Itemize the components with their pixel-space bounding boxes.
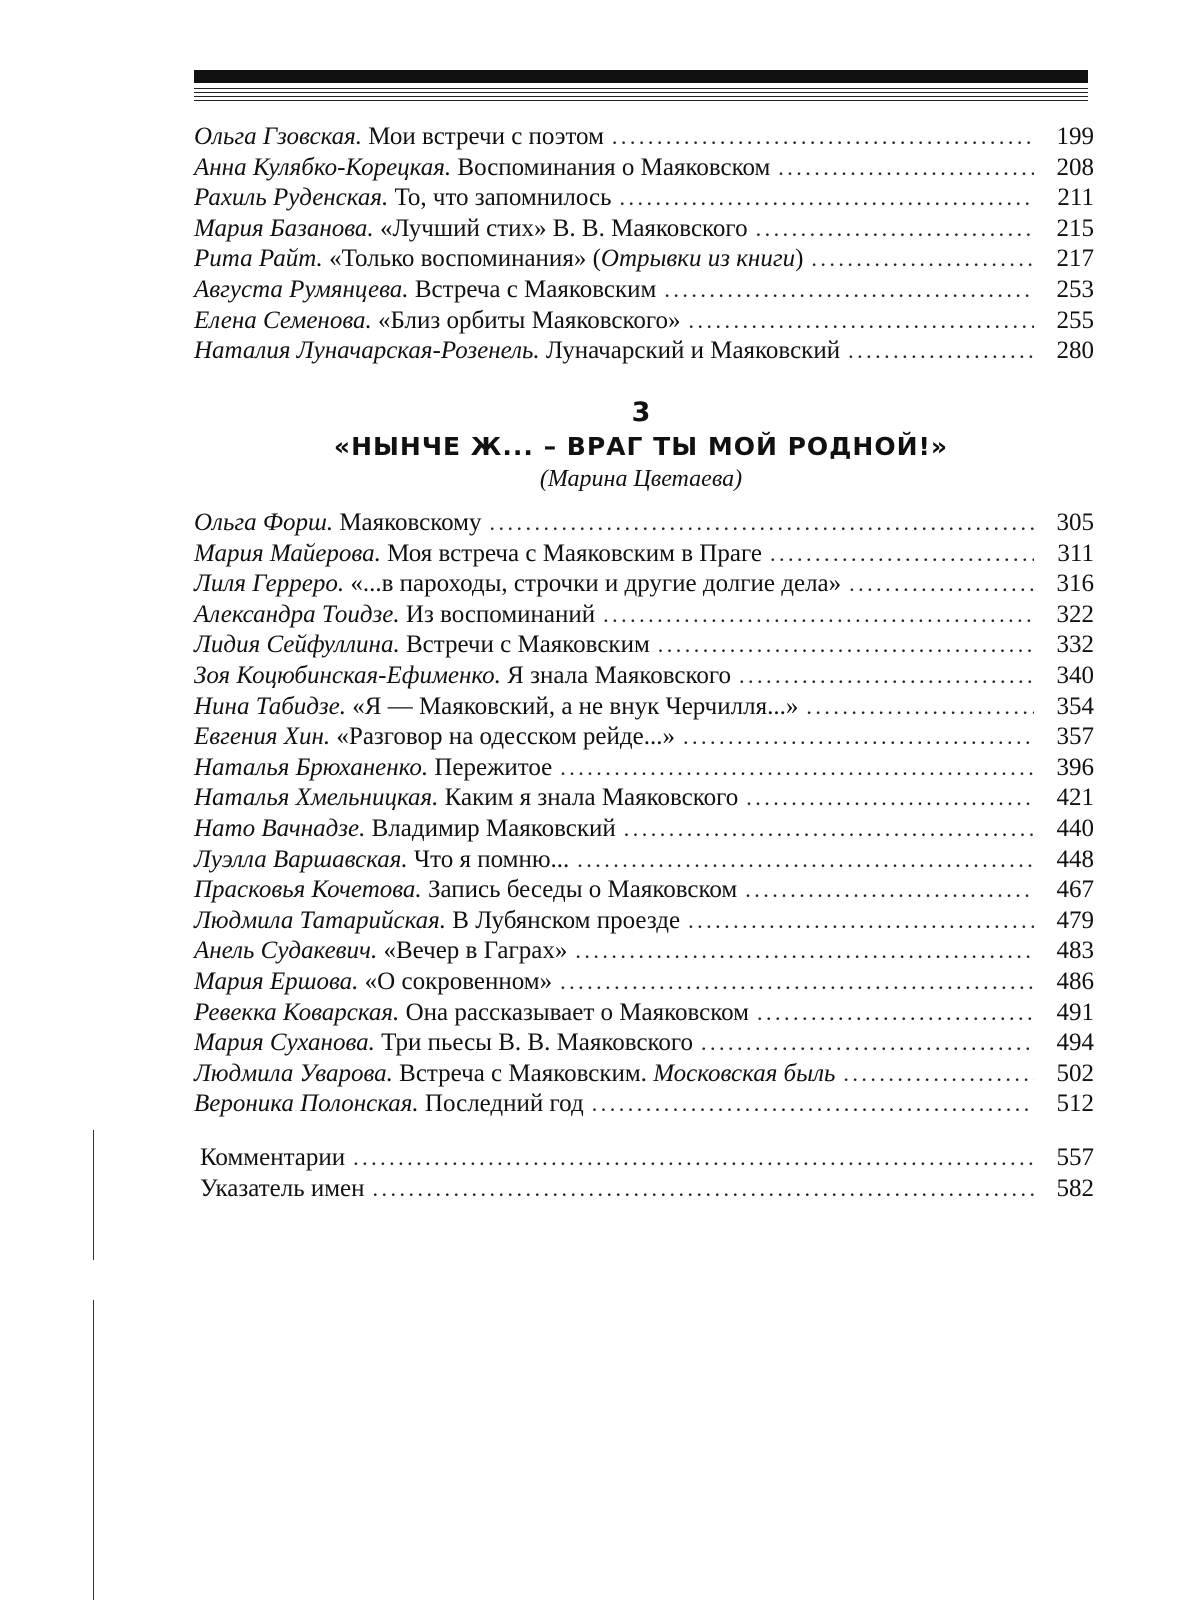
toc-page-number: 502 — [1056, 1059, 1094, 1087]
toc-entry — [194, 1059, 1094, 1090]
toc-entry-author: Мария Майерова. — [194, 539, 381, 567]
toc-page-number: 479 — [1056, 906, 1094, 934]
toc-entry-title: «Я — Маяковский, а не внук Черчилля...» — [352, 692, 799, 720]
toc-entry-title: «Вечер в Гаграх» — [383, 937, 568, 965]
toc-dot-leader — [756, 214, 1034, 245]
toc-entry — [194, 183, 1094, 214]
toc-dot-leader — [658, 630, 1034, 661]
toc-entry-title: Запись беседы о Маяковском — [427, 876, 738, 904]
toc-entry-title: «О сокровенном» — [364, 967, 553, 995]
toc-dot-leader — [683, 722, 1034, 753]
toc-entry-author: Вероника Полонская. — [194, 1090, 419, 1118]
toc-entry-author: Ольга Форш. — [194, 509, 334, 536]
toc-dot-leader — [603, 600, 1034, 631]
toc-entry-author: Нато Вачнадзе. — [194, 814, 366, 842]
toc-entry-title: Встреча с Маяковским — [414, 275, 657, 303]
toc-page-number: 340 — [1056, 661, 1094, 689]
toc-entry-author: Людмила Уварова. — [194, 1059, 393, 1087]
toc-dot-leader — [620, 183, 1034, 214]
toc-page-number: 199 — [1056, 123, 1094, 150]
toc-entry-title: «Лучший стих» В. В. Маяковского — [379, 214, 748, 242]
toc-entry-title: Мои встречи с поэтом — [368, 123, 604, 150]
toc-entry-author: Ольга Гзовская. — [194, 123, 363, 150]
toc-entry-title: Что я помню... — [413, 845, 570, 873]
toc-entry-author: Луэлла Варшавская. — [194, 845, 408, 873]
toc-dot-leader — [811, 244, 1034, 275]
toc-entry — [194, 692, 1094, 723]
toc-entry — [194, 936, 1094, 967]
toc-list-appendix — [200, 1143, 1094, 1204]
toc-dot-leader — [848, 336, 1034, 367]
toc-entry — [200, 1174, 1094, 1205]
section-number: 3 — [631, 397, 651, 428]
toc-entry-author: Ревекка Коварская. — [194, 998, 400, 1026]
toc-entry-author: Лидия Сейфуллина. — [194, 631, 400, 659]
toc-entry-title: Встреча с Маяковским. — [399, 1059, 654, 1087]
toc-page-number: 316 — [1056, 570, 1094, 598]
toc-entry-author: Нина Табидзе. — [194, 692, 347, 720]
toc-dot-leader — [592, 1089, 1034, 1120]
header-rule-line — [194, 88, 1088, 89]
toc-page-number: 486 — [1056, 967, 1094, 995]
toc-entry-title: Маяковскому — [339, 509, 482, 536]
toc-page-number: 512 — [1056, 1090, 1094, 1118]
toc-entry-author: Евгения Хин. — [194, 723, 331, 751]
toc-page-number: 255 — [1056, 306, 1094, 334]
toc-entry-title: Три пьесы В. В. Маяковского — [381, 1029, 694, 1057]
toc-entry — [194, 661, 1094, 692]
toc-entry — [194, 569, 1094, 600]
toc-entry-author: Прасковья Кочетова. — [194, 876, 422, 904]
toc-entry — [194, 1028, 1094, 1059]
toc-entry-author: Людмила Татарийская. — [194, 906, 447, 934]
toc-entry-title: Каким я знала Маяковского — [444, 784, 739, 812]
toc-dot-leader — [560, 753, 1034, 784]
toc-entry-title: В Лубянском проезде — [452, 906, 681, 934]
toc-page-number: 448 — [1056, 845, 1094, 873]
toc-dot-leader — [664, 275, 1034, 306]
toc-entry-author: Зоя Коцюбинская-Ефименко. — [194, 661, 501, 689]
toc-page-number: 557 — [1056, 1144, 1094, 1171]
toc-entry — [194, 875, 1094, 906]
toc-page-number: 332 — [1056, 631, 1094, 659]
toc-entry — [194, 508, 1094, 539]
toc-entry-title: Моя встреча с Маяковским в Праге — [387, 539, 762, 567]
toc-dot-leader — [849, 569, 1034, 600]
toc-entry — [194, 814, 1094, 845]
toc-entry-author: Августа Румянцева. — [194, 275, 409, 303]
toc-entry — [194, 630, 1094, 661]
toc-entry-title: ) — [795, 245, 804, 273]
toc-page-number: 357 — [1056, 723, 1094, 751]
toc-dot-leader — [353, 1143, 1034, 1174]
toc-entry — [194, 275, 1094, 306]
toc-dot-leader — [688, 906, 1034, 937]
header-rule — [194, 70, 1088, 104]
toc-page-number: 421 — [1056, 784, 1094, 812]
header-rule-thick — [194, 70, 1088, 83]
toc-list-section-3 — [194, 508, 1094, 1120]
toc-page-number: 483 — [1056, 937, 1094, 965]
toc-entry-title: «...в пароходы, строчки и другие долгие дела» — [350, 570, 842, 598]
toc-entry-title: Отрывки из книги — [600, 245, 796, 273]
toc-entry-author: Анель Судакевич. — [194, 937, 378, 965]
toc-entry-author: Лиля Герреро. — [194, 570, 345, 598]
toc-page-number: 491 — [1056, 998, 1094, 1026]
toc-dot-leader — [745, 875, 1034, 906]
toc-entry — [194, 214, 1094, 245]
toc-entry — [194, 722, 1094, 753]
toc-entry-title: То, что запомнилось — [394, 184, 612, 212]
toc-entry-title: Владимир Маяковский — [371, 814, 616, 842]
toc-entry-author: Наталья Брюханенко. — [194, 753, 429, 781]
toc-entry-title: Я знала Маяковского — [507, 661, 731, 689]
toc-dot-leader — [770, 539, 1034, 570]
toc-page-number: 322 — [1056, 600, 1094, 628]
toc-entry — [200, 1143, 1094, 1174]
toc-dot-leader — [373, 1174, 1034, 1205]
toc-entry — [194, 122, 1094, 153]
toc-dot-leader — [778, 153, 1034, 184]
toc-page-number: 494 — [1056, 1029, 1094, 1057]
toc-entry-title: «Только воспоминания» ( — [329, 245, 601, 273]
toc-entry — [194, 845, 1094, 876]
toc-entry-author: Мария Суханова. — [194, 1029, 375, 1057]
toc-entry — [194, 600, 1094, 631]
toc-entry-title: Воспоминания о Маяковском — [457, 153, 771, 181]
scan-margin-line — [93, 1130, 94, 1260]
toc-page-number: 253 — [1056, 275, 1094, 303]
toc-entry-title: Комментарии — [200, 1144, 346, 1171]
toc-entry — [194, 1089, 1094, 1120]
toc-dot-leader — [560, 967, 1034, 998]
toc-entry-author: Мария Ершова. — [194, 967, 359, 995]
toc-entry-author: Елена Семенова. — [194, 306, 372, 334]
toc-entry-title: Луначарский и Маяковский — [545, 337, 841, 365]
header-rule-line — [194, 92, 1088, 93]
toc-dot-leader — [806, 692, 1034, 723]
toc-entry — [194, 783, 1094, 814]
toc-entry — [194, 539, 1094, 570]
toc-entry-title: «Разговор на одесском рейде...» — [336, 723, 675, 751]
header-rule-line — [194, 96, 1088, 97]
toc-dot-leader — [746, 783, 1034, 814]
toc-entry — [194, 153, 1094, 184]
toc-page-number: 396 — [1056, 753, 1094, 781]
toc-entry-author: Наталия Луначарская-Розенель. — [194, 337, 540, 365]
toc-entry-title: Встречи с Маяковским — [405, 631, 650, 659]
toc-entry-title: Из воспоминаний — [405, 600, 596, 628]
toc-page-number: 217 — [1056, 245, 1094, 273]
toc-dot-leader — [624, 814, 1034, 845]
toc-entry-author: Рита Райт. — [194, 245, 323, 273]
toc-entry — [194, 336, 1094, 367]
scan-margin-line — [93, 1300, 94, 1600]
toc-entry-title: Московская быль — [653, 1059, 836, 1087]
toc-page-number: 467 — [1056, 876, 1094, 904]
toc-list-top — [194, 122, 1094, 367]
toc-page-number: 208 — [1056, 153, 1094, 181]
toc-dot-leader — [843, 1059, 1034, 1090]
toc-page-number: 582 — [1056, 1174, 1094, 1202]
toc-dot-leader — [577, 845, 1034, 876]
toc-entry-author: Александра Тоидзе. — [194, 600, 400, 628]
toc-page-number: 440 — [1056, 814, 1094, 842]
toc-dot-leader — [739, 661, 1034, 692]
section-subtitle: (Марина Цветаева) — [539, 466, 743, 492]
toc-entry — [194, 998, 1094, 1029]
toc-entry — [194, 967, 1094, 998]
toc-entry-title: «Близ орбиты Маяковского» — [378, 306, 681, 334]
toc-entry-title: Последний год — [424, 1090, 584, 1118]
toc-entry — [194, 306, 1094, 337]
toc-entry-author: Рахиль Руденская. — [194, 184, 389, 212]
toc-page-number: 215 — [1056, 214, 1094, 242]
toc-page-number: 311 — [1057, 539, 1094, 567]
toc-dot-leader — [490, 508, 1035, 539]
toc-page-number: 211 — [1057, 184, 1094, 212]
toc-entry — [194, 906, 1094, 937]
header-rule-line — [194, 100, 1088, 101]
toc-entry-title: Указатель имен — [200, 1174, 365, 1202]
toc-dot-leader — [575, 936, 1034, 967]
toc-page-number: 280 — [1056, 337, 1094, 365]
toc-dot-leader — [757, 998, 1034, 1029]
toc-entry-author: Мария Базанова. — [194, 214, 374, 242]
toc-page-number: 354 — [1056, 692, 1094, 720]
toc-dot-leader — [701, 1028, 1034, 1059]
section-title: «НЫНЧЕ Ж... – ВРАГ ТЫ МОЙ РОДНОЙ!» — [333, 432, 949, 461]
toc-entry-title: Она рассказывает о Маяковском — [405, 998, 749, 1026]
toc-entry-author: Анна Кулябко-Корецкая. — [194, 153, 452, 181]
toc-dot-leader — [689, 306, 1034, 337]
toc-entry — [194, 244, 1094, 275]
toc-page-number: 305 — [1056, 509, 1094, 536]
toc-dot-leader — [612, 122, 1034, 153]
toc-entry — [194, 753, 1094, 784]
toc-entry-author: Наталья Хмельницкая. — [194, 784, 439, 812]
toc-entry-title: Пережитое — [434, 753, 553, 781]
